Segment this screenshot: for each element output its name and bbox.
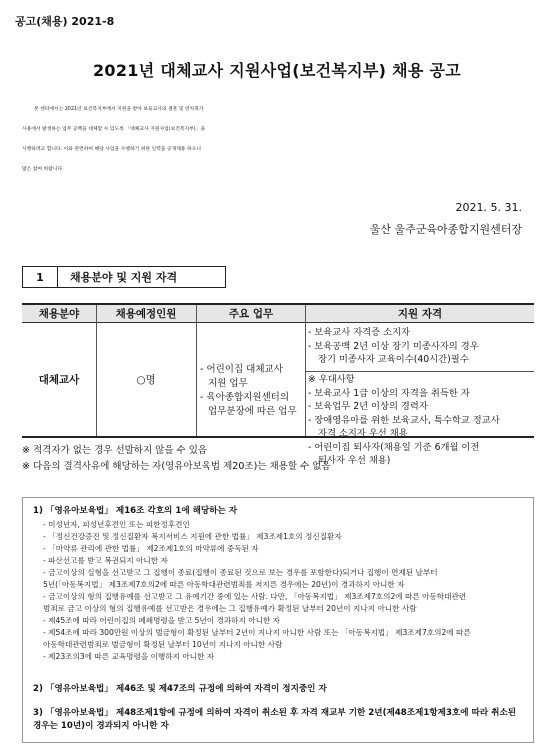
cell-divider [305,371,534,372]
document-number: 공고(채용) 2021-8 [15,15,115,28]
disqualification-heading-3-cont: 경우는 10년)이 경과되지 아니한 자 [33,721,169,731]
disqualification-item: 5년(「아동복지법」 제3조제7호의2에 따른 아동학대관련범죄를 저지른 경우에는 20년)이 경과하지 아니한 자 [43,580,405,589]
disqualification-item: - 「정신건강증진 및 정신질환자 복지서비스 지원에 관한 법률」 제3조제1호의 정신질환자 [43,532,342,541]
qualifications-cell [308,326,532,367]
page-title: 2021년 대체교사 지원사업(보건복지부) 채용 공고 [92,61,462,80]
disqualification-heading-1: 1) 「영유아보육법」 제16조 각호의 1에 해당하는 자 [33,506,238,516]
header-qualifications: 지원 자격 [306,305,534,323]
disqualification-item: - 파산선고를 받고 복권되지 아니한 자 [43,556,168,565]
qualification-line: - 보육교사 자격증 소지자 [308,327,411,338]
intro-line: 본 센터에서는 2021년 보건복지부에서 지원을 받아 보육교사의 결혼 및 연차휴가 [34,107,204,112]
preferences-cell [308,373,532,468]
duty-line: - 어린이집 대체교사 [200,364,283,375]
duty-line: 업무분장에 따른 업무 [208,406,297,417]
intro-line: 시행하려고 합니다. 이와 관련하여 해당 사업을 수행하기 위한 인력을 공개채용 하오니 [22,147,201,152]
intro-paragraph [22,100,534,180]
disqualification-box [22,497,534,743]
qualification-line: - 보육공백 2년 이상 장기 미종사자의 경우 [308,340,479,352]
column-divider [196,305,197,436]
disqualification-item: - 미성년자, 피성년후견인 또는 피한정후견인 [43,520,190,529]
section-header [22,266,226,288]
disqualification-item: - 제23조의3에 따른 교육명령을 이행하지 아니한 자 [43,652,215,661]
header-count: 채용예정인원 [96,305,196,323]
disqualification-heading-2: 2) 「영유아보육법」 제46조 및 제47조의 규정에 의하여 자격이 정지중인 자 [33,684,327,694]
disqualification-item: - 「마약류 관리에 관한 법률」 제2조제1호의 마약류에 중독된 자 [43,544,259,553]
disqualification-item: 아동학대관련범죄로 벌금형이 확정된 날부터 10년이 지나지 아니한 사람 [43,640,283,649]
qualification-line: 장기 미종사자 교육이수(40시간)필수 [318,354,469,365]
disqualification-item: - 제45조에 따라 어린이집의 폐쇄명령을 받고 5년이 경과하지 아니한 자 [43,616,281,625]
header-duties: 주요 업무 [196,305,306,323]
disqualification-item: - 제54조에 따라 300만원 이상의 벌금형이 확정된 날부터 2년이 지나지 아니한 사람 또는 「아동복지법」 제3조제7호의2에 따른 [43,628,471,637]
preference-line: - 보육업무 2년 이상의 경력자 [308,401,428,412]
announcement-date: 2021. 5. 31. [455,201,522,214]
section-title: 채용분야 및 지원 자격 [58,266,226,288]
duties-cell [200,363,304,419]
duty-line: 지원 업무 [208,378,248,389]
field-cell: 대체교사 [38,374,80,386]
disqualification-heading-3: 3) 「영유아보육법」 제48조제1항에 규정에 의하여 자격이 취소된 후 자격 재교부 기한 2년(제48조제1항제3호에 따라 취소된 [33,708,517,718]
count-cell: ○명 [136,374,156,386]
preference-line: - 장애영유아를 위한 보육교사, 특수학교 정교사 [308,414,500,426]
header-field: 채용분야 [22,305,96,323]
note-line: ※ 다음의 결격사유에 해당하는 자(영유아보육법 제20조)는 채용할 수 없음 [22,461,331,472]
intro-line: 사용에서 발생하는 업무 공백을 대체할 수 있도록 「대체교사 지원사업(보건복지부)」을 [22,127,206,132]
preference-line: - 보육교사 1급 이상의 자격을 취득한 자 [308,387,470,399]
disqualification-item: - 금고이상의 실형을 선고받고 그 집행이 종료(집행이 종료된 것으로 보는 경우를 포함한다)되거나 집행이 면제된 날부터 [43,568,438,577]
disqualification-item: 범죄로 금고 이상의 형의 집행유예를 선고받은 경우에는 그 집행유예가 확정된 날부터 20년이 지나지 아니한 사람 [43,604,417,613]
organization-name: 울산 울주군육아종합지원센터장 [369,223,522,236]
disqualification-item: - 금고이상의 형의 집행유예를 선고받고 그 유예기간 중에 있는 사람. 다만, 「아동복지법」 제3조제7호의2에 따른 아동학대관련 [43,592,467,601]
note-line: ※ 적격자가 없는 경우 선발하지 않을 수 있음 [22,445,208,456]
section-number: 1 [22,266,58,288]
intro-line: 많은 참여 바랍니다. [22,167,64,172]
preference-line: - 어린이집 퇴사자(채용일 기준 6개월 이전 [308,441,480,453]
preferences-title: ※ 우대사항 [308,374,355,385]
duty-line: - 육아종합지원센터의 [200,392,290,403]
preference-line: 퇴사자 우선 채용) [318,455,391,466]
preference-line: 자격 소지자 우선 채용 [318,428,408,439]
